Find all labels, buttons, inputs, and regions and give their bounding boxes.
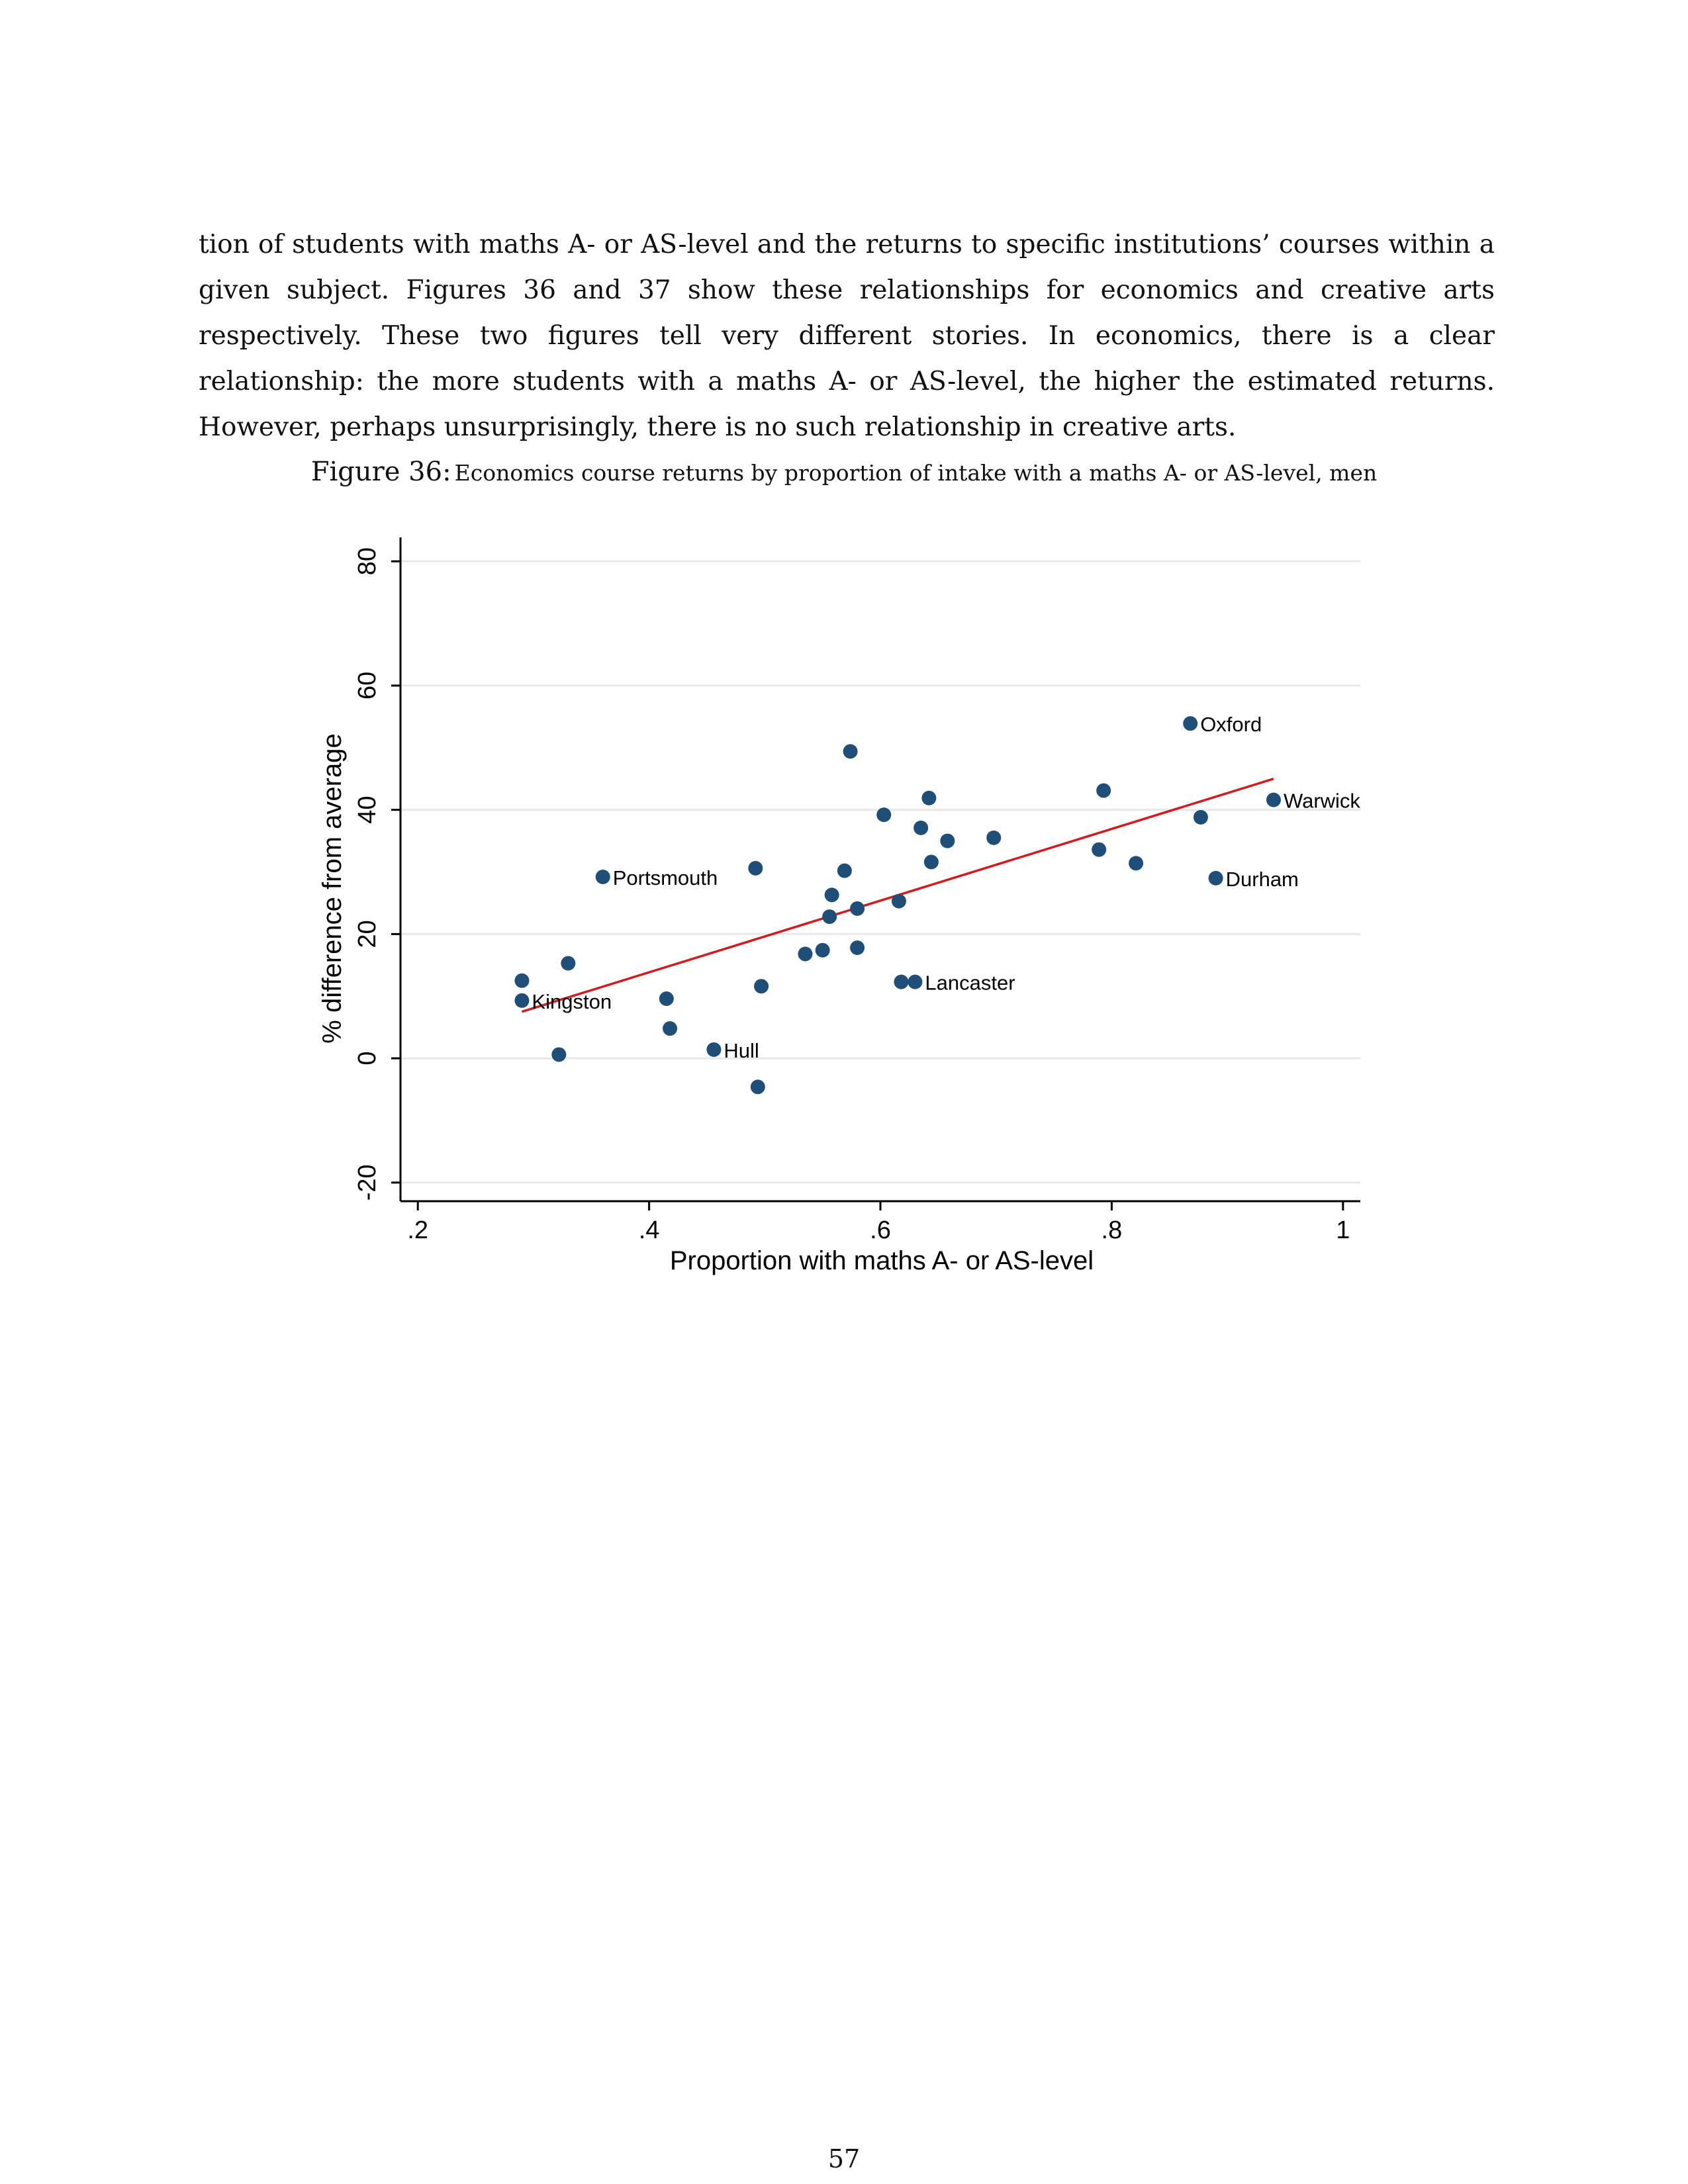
point-label: Kingston (532, 989, 612, 1013)
data-point (514, 974, 529, 988)
body-paragraph: tion of students with maths A- or AS-level and the returns to specific institutions’ courses within a given subject. Figures 36 and 37 show these relationships for economics and creative arts respectively. These two figures tell very different stories. In economics, there is a clear relationship: the more students with a maths A- or AS-level, the higher the estimated returns. However, perhaps unsurprisingly, there is no such relationship in creative arts. (199, 230, 1495, 442)
data-point (825, 887, 839, 902)
x-axis-title: Proportion with maths A- or AS-level (669, 1246, 1094, 1275)
data-point (1194, 810, 1208, 825)
data-point (892, 894, 906, 909)
data-point (816, 943, 830, 958)
point-labels (532, 713, 1360, 1062)
data-point (751, 1079, 765, 1094)
point-label: Durham (1225, 867, 1299, 891)
data-point (986, 831, 1001, 845)
figure-label: Figure 36: (310, 457, 451, 487)
y-tick-label: -20 (353, 1164, 381, 1201)
data-point (1092, 842, 1106, 857)
point-label: Lancaster (925, 971, 1015, 995)
data-point (876, 807, 891, 822)
y-tick-label: 20 (353, 920, 381, 948)
data-point (596, 870, 610, 884)
y-tick-label: 40 (353, 796, 381, 824)
y-axis-title: % difference from average (318, 733, 347, 1044)
data-point (561, 956, 575, 970)
data-point (754, 979, 769, 993)
x-tick-label: .4 (638, 1216, 660, 1244)
y-tick-label: 60 (353, 671, 381, 700)
figure-caption-text: Economics course returns by proportion of intake with a maths A- or AS-level, men (454, 460, 1378, 486)
data-point (706, 1042, 721, 1057)
x-tick-label: 1 (1336, 1216, 1350, 1244)
x-tick-label: .2 (407, 1216, 429, 1244)
x-tick-label: .8 (1101, 1216, 1123, 1244)
data-point (659, 991, 674, 1006)
point-label: Hull (724, 1038, 759, 1062)
data-point (1096, 784, 1111, 798)
data-point (1209, 871, 1223, 886)
data-point (663, 1021, 677, 1036)
data-point (837, 864, 852, 878)
data-point (914, 821, 928, 835)
axis-ticks (353, 547, 1350, 1244)
data-point (921, 791, 936, 805)
data-point (1129, 856, 1143, 870)
data-point (850, 901, 865, 916)
y-tick-label: 0 (353, 1051, 381, 1066)
data-points (514, 716, 1281, 1094)
point-label: Warwick (1283, 789, 1360, 813)
data-point (551, 1047, 566, 1062)
page-number: 57 (827, 2144, 861, 2173)
x-tick-label: .6 (870, 1216, 891, 1244)
data-point (940, 834, 955, 848)
data-point (850, 940, 865, 955)
data-point (1266, 793, 1281, 807)
data-point (514, 993, 529, 1008)
data-point (894, 975, 908, 989)
y-tick-label: 80 (353, 547, 381, 576)
data-point (908, 975, 922, 989)
point-label: Portsmouth (612, 866, 718, 890)
data-point (924, 854, 939, 869)
point-label: Oxford (1200, 713, 1262, 737)
data-point (822, 909, 837, 924)
data-point (748, 861, 763, 876)
data-point (1183, 716, 1197, 731)
data-point (843, 744, 858, 758)
data-point (798, 946, 812, 961)
